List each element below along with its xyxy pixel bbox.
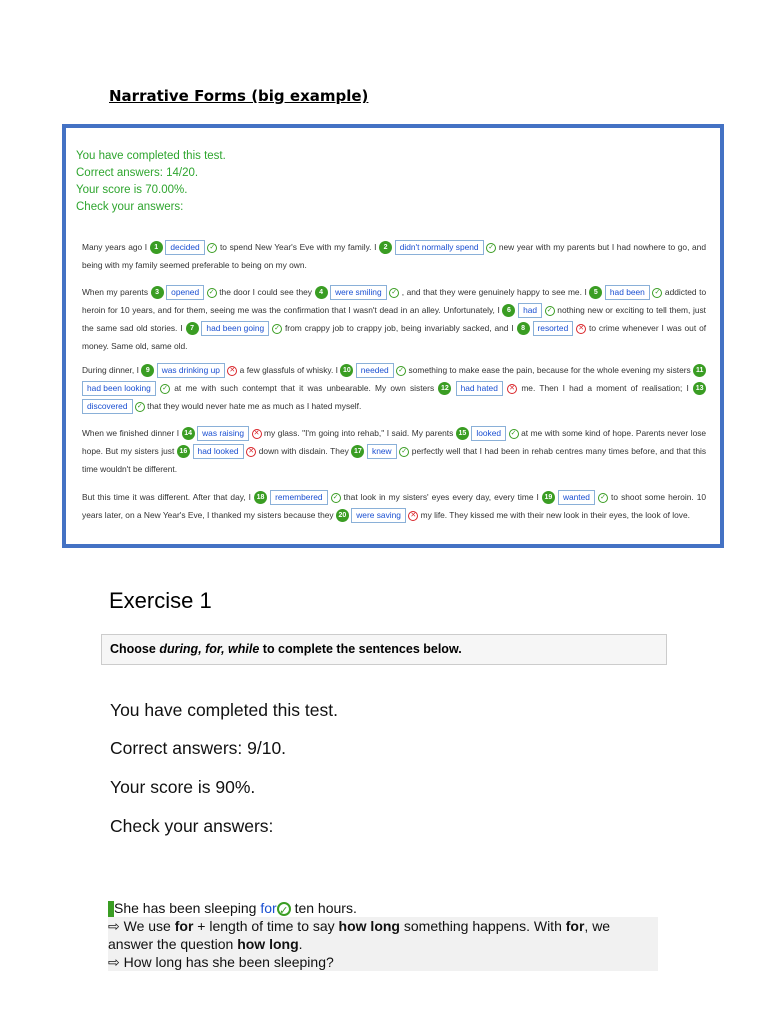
answer-number-badge: 20	[336, 509, 349, 522]
answer-number-badge: 14	[182, 427, 195, 440]
answer-number-badge: 2	[379, 241, 392, 254]
correct-check-icon: ✓	[652, 288, 662, 298]
answer-box: was raising	[197, 426, 249, 441]
score-text-2: Your score is 90%.	[110, 777, 256, 797]
answer-number-badge: 12	[438, 382, 451, 395]
story-paragraph-5: But this time it was different. After that day, I 18 remembered ✓ that look in my sisters' eyes every day, every time I 19 wanted ✓ to shoot some heroin. 10 years later, on a New Year's Eve, I thanked my sisters because they 20 were saving ✕ my life. They kissed me with their new look in their eyes, the look of love.	[82, 488, 706, 524]
answer-box: had hated	[456, 381, 503, 396]
check-answers-text-2: Check your answers:	[110, 816, 274, 836]
correct-check-icon: ✓	[272, 324, 282, 334]
answer-box: discovered	[82, 399, 133, 414]
answer-number-badge: 10	[340, 364, 353, 377]
correct-check-icon: ✓	[160, 384, 170, 394]
answer-box: didn't normally spend	[395, 240, 484, 255]
answer-number-badge: 6	[502, 304, 515, 317]
page-heading: Narrative Forms (big example)	[109, 87, 369, 105]
answer-number-badge: 7	[186, 322, 199, 335]
answer-number-badge: 1	[150, 241, 163, 254]
completed-text-2: You have completed this test.	[110, 700, 338, 720]
story-paragraph-3: During dinner, I 9 was drinking up ✕ a few glassfuls of whisky. I 10 needed ✓ something to make ease the pain, because for the whole evening my sisters 11 had been looking ✓ at me with such contempt that it was unbearable. My own sisters 12 had hated ✕ me. Then I had a moment of realisation; I 13 discovered ✓ that they would never hate me as much as I hated myself.	[82, 361, 706, 415]
arrow-icon: ⇨	[108, 918, 120, 935]
score-text: Your score is 70.00%.	[76, 184, 188, 196]
answer-number-badge: 13	[693, 382, 706, 395]
answer-box: needed	[356, 363, 394, 378]
answer-number-badge: 19	[542, 491, 555, 504]
test-result-screenshot	[62, 124, 724, 548]
answer-box: decided	[165, 240, 204, 255]
answer-box: had been	[605, 285, 650, 300]
wrong-x-icon: ✕	[252, 429, 262, 439]
check-answers-text: Check your answers:	[76, 201, 184, 213]
answer-box: opened	[166, 285, 204, 300]
completed-text: You have completed this test.	[76, 150, 226, 162]
answer-number-badge: 8	[517, 322, 530, 335]
answer-number-badge: 5	[589, 286, 602, 299]
correct-check-icon: ✓	[135, 402, 145, 412]
correct-check-icon: ✓	[331, 493, 341, 503]
answer-box: knew	[367, 444, 397, 459]
correct-check-icon: ✓	[486, 243, 496, 253]
answer-number-badge: 3	[151, 286, 164, 299]
answer-text: for	[260, 900, 277, 916]
wrong-x-icon: ✕	[507, 384, 517, 394]
exercise-title: Exercise 1	[109, 588, 212, 613]
answer-number-badge: 11	[693, 364, 706, 377]
correct-answers-text-2: Correct answers: 9/10.	[110, 738, 287, 758]
correct-check-icon: ✓	[277, 902, 291, 916]
answer-box: had been looking	[82, 381, 156, 396]
correct-check-icon: ✓	[545, 306, 555, 316]
answer-number-badge: 4	[315, 286, 328, 299]
wrong-x-icon: ✕	[227, 366, 237, 376]
correct-check-icon: ✓	[598, 493, 608, 503]
correct-check-icon: ✓	[207, 288, 217, 298]
answer-box: was drinking up	[157, 363, 225, 378]
story-paragraph-2: When my parents 3 opened ✓ the door I could see they 4 were smiling ✓ , and that they were genuinely happy to see me. I 5 had been ✓ addicted to heroin for 10 years, and for them, seeing me was the confirmation that I wasn't dead in an alley. Unfortunately, I 6 had ✓ nothing new or exciting to tell them, just the same sad old stories. I 7 had been going ✓ from crappy job to crappy job, being invariably sacked, and I 8 resorted ✕ to crime whenever I was out of money. Same old, same old.	[82, 287, 707, 351]
correct-check-icon: ✓	[509, 429, 519, 439]
explanation-box: ⇨ We use for + length of time to say how long something happens. With for, we answer the question how long. ⇨ How long has she been sleeping?	[108, 917, 658, 971]
answer-number-badge: 17	[351, 445, 364, 458]
answer-number-badge: 16	[177, 445, 190, 458]
exercise-instructions: Choose during, for, while to complete the sentences below.	[101, 634, 667, 665]
answer-box: had looked	[193, 444, 244, 459]
answer-box: had been going	[201, 321, 269, 336]
answer-box: remembered	[270, 490, 327, 505]
correct-check-icon: ✓	[389, 288, 399, 298]
answer-box: wanted	[558, 490, 595, 505]
story-paragraph-4: When we finished dinner I 14 was raising ✕ my glass. "I'm going into rehab," I said. My parents 15 looked ✓ at me with some kind of hope. Parents never lose hope. But my sisters just 16 had looked ✕ down with disdain. They 17 knew ✓ perfectly well that I had been in rehab centres many times before, and that this time wouldn't be different.	[82, 428, 707, 474]
story-paragraph-1: Many years ago I 1 decided ✓ to spend New Year's Eve with my family. I 2 didn't normally spend ✓ new year with my parents but I had nowhere to go, and being with my family seemed preferable to being on my own.	[82, 242, 706, 270]
wrong-x-icon: ✕	[576, 324, 586, 334]
answer-box: looked	[471, 426, 506, 441]
arrow-icon: ⇨	[108, 954, 120, 971]
correct-check-icon: ✓	[207, 243, 217, 253]
answer-number-badge: 18	[254, 491, 267, 504]
wrong-x-icon: ✕	[246, 447, 256, 457]
answer-number-badge: 15	[456, 427, 469, 440]
wrong-x-icon: ✕	[408, 511, 418, 521]
answer-box: had	[518, 303, 542, 318]
correct-answers-text: Correct answers: 14/20.	[76, 167, 199, 179]
correct-check-icon: ✓	[399, 447, 409, 457]
exercise-item-1: She has been sleeping for ✓ ten hours. ⇨ We use for + length of time to say how long something happens. With for, we answer the question how long. ⇨ How long has she been sleeping?	[108, 899, 658, 971]
correct-check-icon: ✓	[396, 366, 406, 376]
answer-box: resorted	[533, 321, 574, 336]
result-summary	[76, 148, 226, 216]
answer-box: were saving	[351, 508, 406, 523]
answer-box: were smiling	[330, 285, 387, 300]
answer-number-badge: 9	[141, 364, 154, 377]
